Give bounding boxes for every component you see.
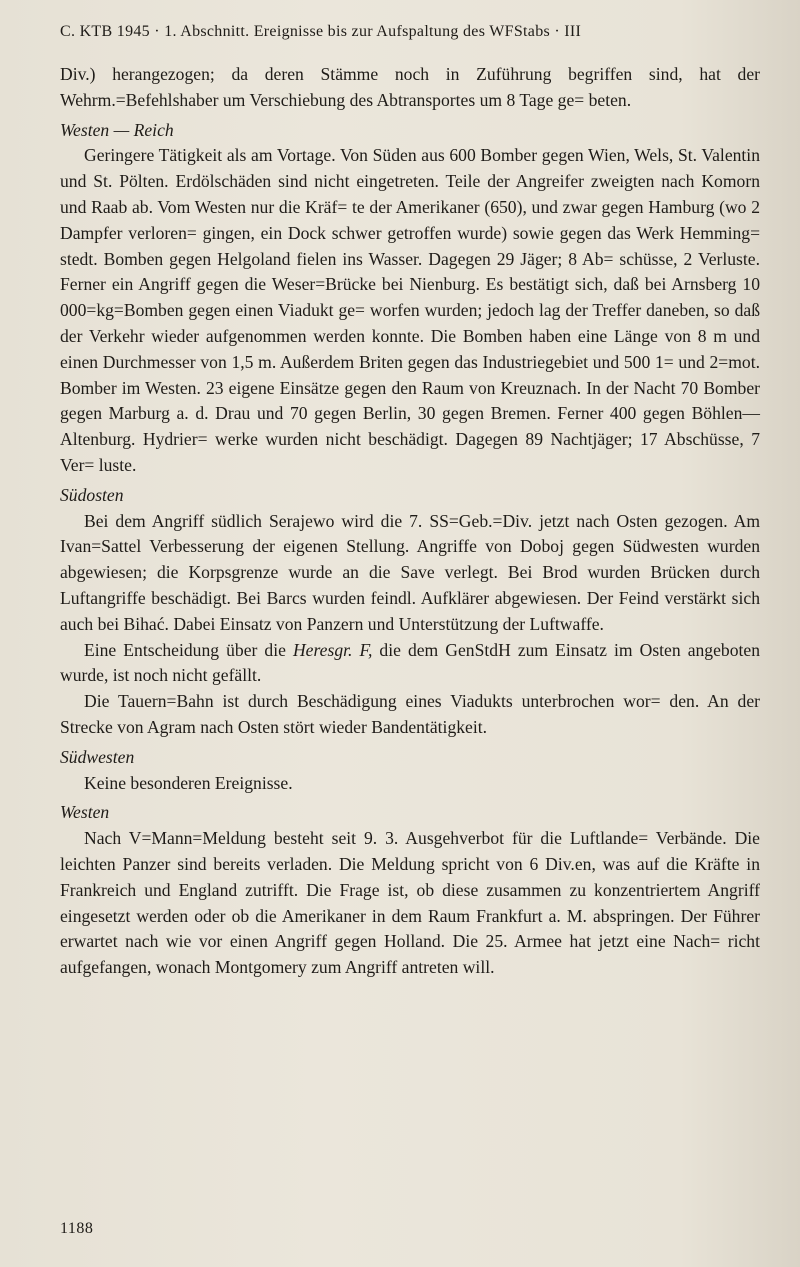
section-heading-suedwesten: Südwesten bbox=[60, 746, 135, 767]
section-heading-westen-reich: Westen — Reich bbox=[60, 119, 174, 140]
paragraph: Nach V=Mann=Meldung besteht seit 9. 3. Ausgehverbot für die Luftlande= Verbände. Die leichten Panzer sind bereits verladen. Die Meldung spricht von 6 Div.en, was auf die Kräfte in Frankreich und England zutrifft. Die Frage ist, ob diese zusammen zu konzentriertem Angriff eingesetzt werden oder ob die Amerikaner in dem Raum Frankfurt a. M. abspringen. Der Führer erwartet nach wie vor einen Angriff gegen Holland. Die 25. Armee hat jetzt eine Nach= richt aufgefangen, wonach Montgomery zum Angriff antreten will. bbox=[60, 828, 760, 978]
paragraph-text: Eine Entscheidung über die bbox=[84, 639, 293, 660]
paragraph: Geringere Tätigkeit als am Vortage. Von Süden aus 600 Bomber gegen Wien, Wels, St. Valentin und St. Pölten. Erdölschäden sind nicht eingetreten. Teile der Angreifer zweigten nach Komorn und Raab ab. Vom Westen nur die Kräf= te der Amerikaner (650), und zwar gegen Hamburg (wo 2 Dampfer verloren= gingen, ein Dock schwer getroffen wurde) sowie gegen das Werk Hemming= stedt. Bomben gegen Helgoland fielen ins Wasser. Dagegen 29 Jäger; 8 Ab= schüsse, 2 Verluste. Ferner ein Angriff gegen die Weser=Brücke bei Nienburg. Es bestätigt sich, daß bei Arnsberg 10 000=kg=Bomben gegen einen Viadukt ge= worfen wurden; jedoch lag der Treffer daneben, so daß der Verkehr wieder aufgenommen werden konnte. Die Bomben haben eine Länge von 8 m und einen Durchmesser von 1,5 m. Außerdem Briten gegen das Industriegebiet und 500 1= und 2=mot. Bomber im Westen. 23 eigene Einsätze gegen den Raum von Kreuznach. In der Nacht 70 Bomber gegen Marburg a. d. Drau und 70 gegen Berlin, 30 gegen Bremen. Ferner 400 gegen Böhlen—Altenburg. Hydrier= werke wurden nicht beschädigt. Dagegen 89 Nachtjäger; 17 Abschüsse, 7 Ver= luste. bbox=[60, 145, 760, 475]
page-number: 1188 bbox=[60, 1220, 94, 1237]
body-text bbox=[60, 62, 760, 981]
running-header: C. KTB 1945 · 1. Abschnitt. Ereignisse bis zur Aufspaltung des WFStabs · III bbox=[60, 23, 582, 40]
section-heading-westen: Westen bbox=[60, 802, 110, 823]
paragraph: Die Tauern=Bahn ist durch Beschädigung eines Viadukts unterbrochen wor= den. An der Strecke von Agram nach Osten stört wieder Bandentätigkeit. bbox=[60, 691, 760, 737]
paragraph-text: die dem GenStdH zum Einsatz im Osten angeboten wurde, ist noch nicht gefällt. bbox=[60, 639, 761, 686]
paragraph-continuation: Div.) herangezogen; da deren Stämme noch in Zuführung begriffen sind, hat der Wehrm.=Befehlshaber um Verschiebung des Abtransportes um 8 Tage ge= beten. bbox=[60, 64, 760, 110]
paragraph: Bei dem Angriff südlich Serajewo wird die 7. SS=Geb.=Div. jetzt nach Osten gezogen. Am Ivan=Sattel Verbesserung der eigenen Stellung. Angriffe von Doboj gegen Südwesten wurden abgewiesen; die Korpsgrenze wurde an die Save verlegt. Bei Brod wurden Brücken durch Luftangriffe beschädigt. Bei Barcs wurden feindl. Aufklärer abgewiesen. Der Feind verstärkt sich auch bei Bihać. Dabei Einsatz von Panzern und Unterstützung der Luftwaffe. bbox=[60, 510, 760, 634]
section-heading-suedosten: Südosten bbox=[60, 484, 124, 505]
paragraph: Keine besonderen Ereignisse. bbox=[84, 772, 293, 793]
paragraph bbox=[60, 638, 760, 690]
emphasis-text: Heresgr. F, bbox=[292, 639, 373, 660]
